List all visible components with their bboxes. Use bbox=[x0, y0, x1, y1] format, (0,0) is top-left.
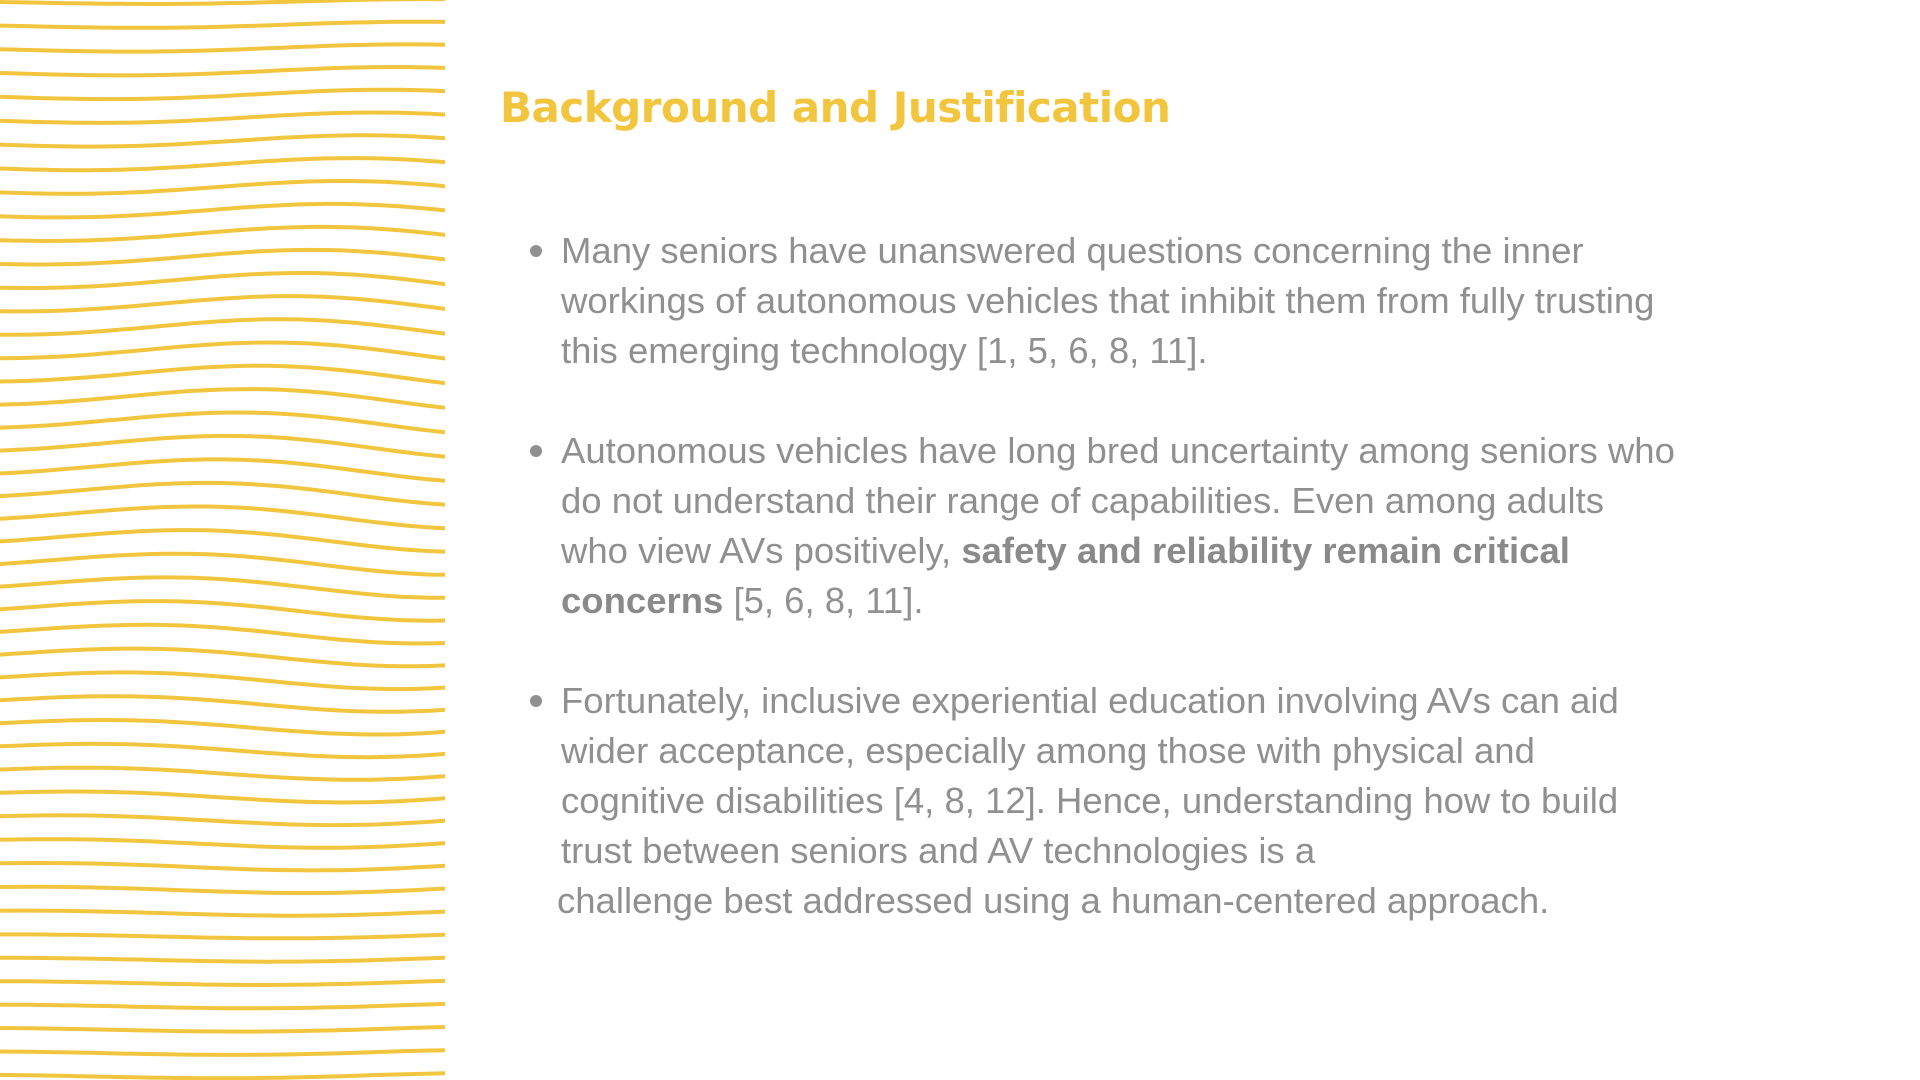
wave-line bbox=[0, 22, 445, 28]
wave-line bbox=[0, 507, 445, 529]
bullet-line bbox=[557, 876, 1860, 926]
bullet-line bbox=[561, 726, 1860, 776]
bullet-line bbox=[561, 276, 1860, 326]
wave-line bbox=[0, 981, 445, 985]
wave-line bbox=[0, 815, 445, 825]
text-span: cognitive disabilities [4, 8, 12]. Hence, understanding how to build bbox=[561, 780, 1619, 821]
wave-line bbox=[0, 601, 445, 621]
wave-line bbox=[0, 792, 445, 803]
wave-line bbox=[0, 1027, 445, 1032]
wave-line bbox=[0, 887, 445, 893]
wave-line bbox=[0, 250, 445, 265]
bullet-item bbox=[530, 426, 1860, 626]
text-span: challenge best addressed using a human-centered approach. bbox=[557, 880, 1550, 921]
wave-line bbox=[0, 319, 445, 335]
bullet-item bbox=[530, 226, 1860, 376]
wave-line bbox=[0, 720, 445, 735]
wave-line bbox=[0, 273, 445, 288]
wave-line bbox=[0, 934, 445, 938]
bullet-item bbox=[530, 676, 1860, 926]
text-span: trust between seniors and AV technologies is a bbox=[561, 830, 1316, 871]
wave-line bbox=[0, 181, 445, 194]
wave-line bbox=[0, 1004, 445, 1008]
text-span: workings of autonomous vehicles that inhibit them from fully trusting bbox=[561, 280, 1655, 321]
wave-line bbox=[0, 135, 445, 146]
bullet-line bbox=[561, 826, 1860, 876]
wave-line bbox=[0, 366, 445, 383]
text-span: Many seniors have unanswered questions concerning the inner bbox=[561, 230, 1584, 271]
wave-line bbox=[0, 911, 445, 916]
wave-line bbox=[0, 413, 445, 433]
bullet-line bbox=[561, 526, 1860, 576]
wave-line bbox=[0, 158, 445, 170]
text-span: Fortunately, inclusive experiential education involving AVs can aid bbox=[561, 680, 1619, 721]
wave-line bbox=[0, 1073, 445, 1078]
text-span: [5, 6, 8, 11]. bbox=[723, 580, 924, 621]
wave-line bbox=[0, 44, 445, 51]
wave-line bbox=[0, 459, 445, 480]
wave-line bbox=[0, 90, 445, 99]
wave-line bbox=[0, 436, 445, 457]
bullet-line bbox=[561, 676, 1860, 726]
bold-text: safety and reliability remain critical bbox=[961, 530, 1570, 571]
bullet-line bbox=[561, 576, 1860, 626]
text-span: this emerging technology [1, 5, 6, 8, 11]. bbox=[561, 330, 1208, 371]
bullet-dot-icon bbox=[530, 445, 542, 457]
wave-line bbox=[0, 863, 445, 870]
text-span: do not understand their range of capabilities. Even among adults bbox=[561, 480, 1604, 521]
wave-line bbox=[0, 389, 445, 408]
wave-line bbox=[0, 744, 445, 757]
wave-line bbox=[0, 625, 445, 644]
bullet-list bbox=[530, 226, 1860, 976]
text-span: Autonomous vehicles have long bred uncertainty among seniors who bbox=[561, 430, 1675, 471]
wave-line bbox=[0, 113, 445, 123]
wave-line bbox=[0, 672, 445, 689]
wave-line bbox=[0, 67, 445, 75]
wave-line bbox=[0, 649, 445, 667]
bullet-line bbox=[561, 776, 1860, 826]
wave-line bbox=[0, 839, 445, 848]
bullet-line bbox=[561, 426, 1860, 476]
wave-line bbox=[0, 958, 445, 962]
wavy-lines-decoration bbox=[0, 0, 445, 1080]
text-span: wider acceptance, especially among those with physical and bbox=[561, 730, 1535, 771]
text-span: who view AVs positively, bbox=[561, 530, 962, 571]
wave-line bbox=[0, 768, 445, 780]
wave-line bbox=[0, 696, 445, 712]
wave-line bbox=[0, 483, 445, 505]
bullet-dot-icon bbox=[530, 245, 542, 257]
bullet-line bbox=[561, 476, 1860, 526]
wave-line bbox=[0, 0, 445, 4]
bold-text: concerns bbox=[561, 580, 724, 621]
bullet-line bbox=[561, 326, 1860, 376]
wave-line bbox=[0, 343, 445, 359]
wave-line bbox=[0, 227, 445, 241]
wave-line bbox=[0, 530, 445, 552]
slide-title: Background and Justification bbox=[500, 83, 1171, 132]
wave-line bbox=[0, 554, 445, 575]
bullet-dot-icon bbox=[530, 695, 542, 707]
bullet-line bbox=[561, 226, 1860, 276]
wave-line bbox=[0, 577, 445, 597]
wave-line bbox=[0, 1050, 445, 1055]
wave-line bbox=[0, 296, 445, 311]
wave-line bbox=[0, 204, 445, 218]
